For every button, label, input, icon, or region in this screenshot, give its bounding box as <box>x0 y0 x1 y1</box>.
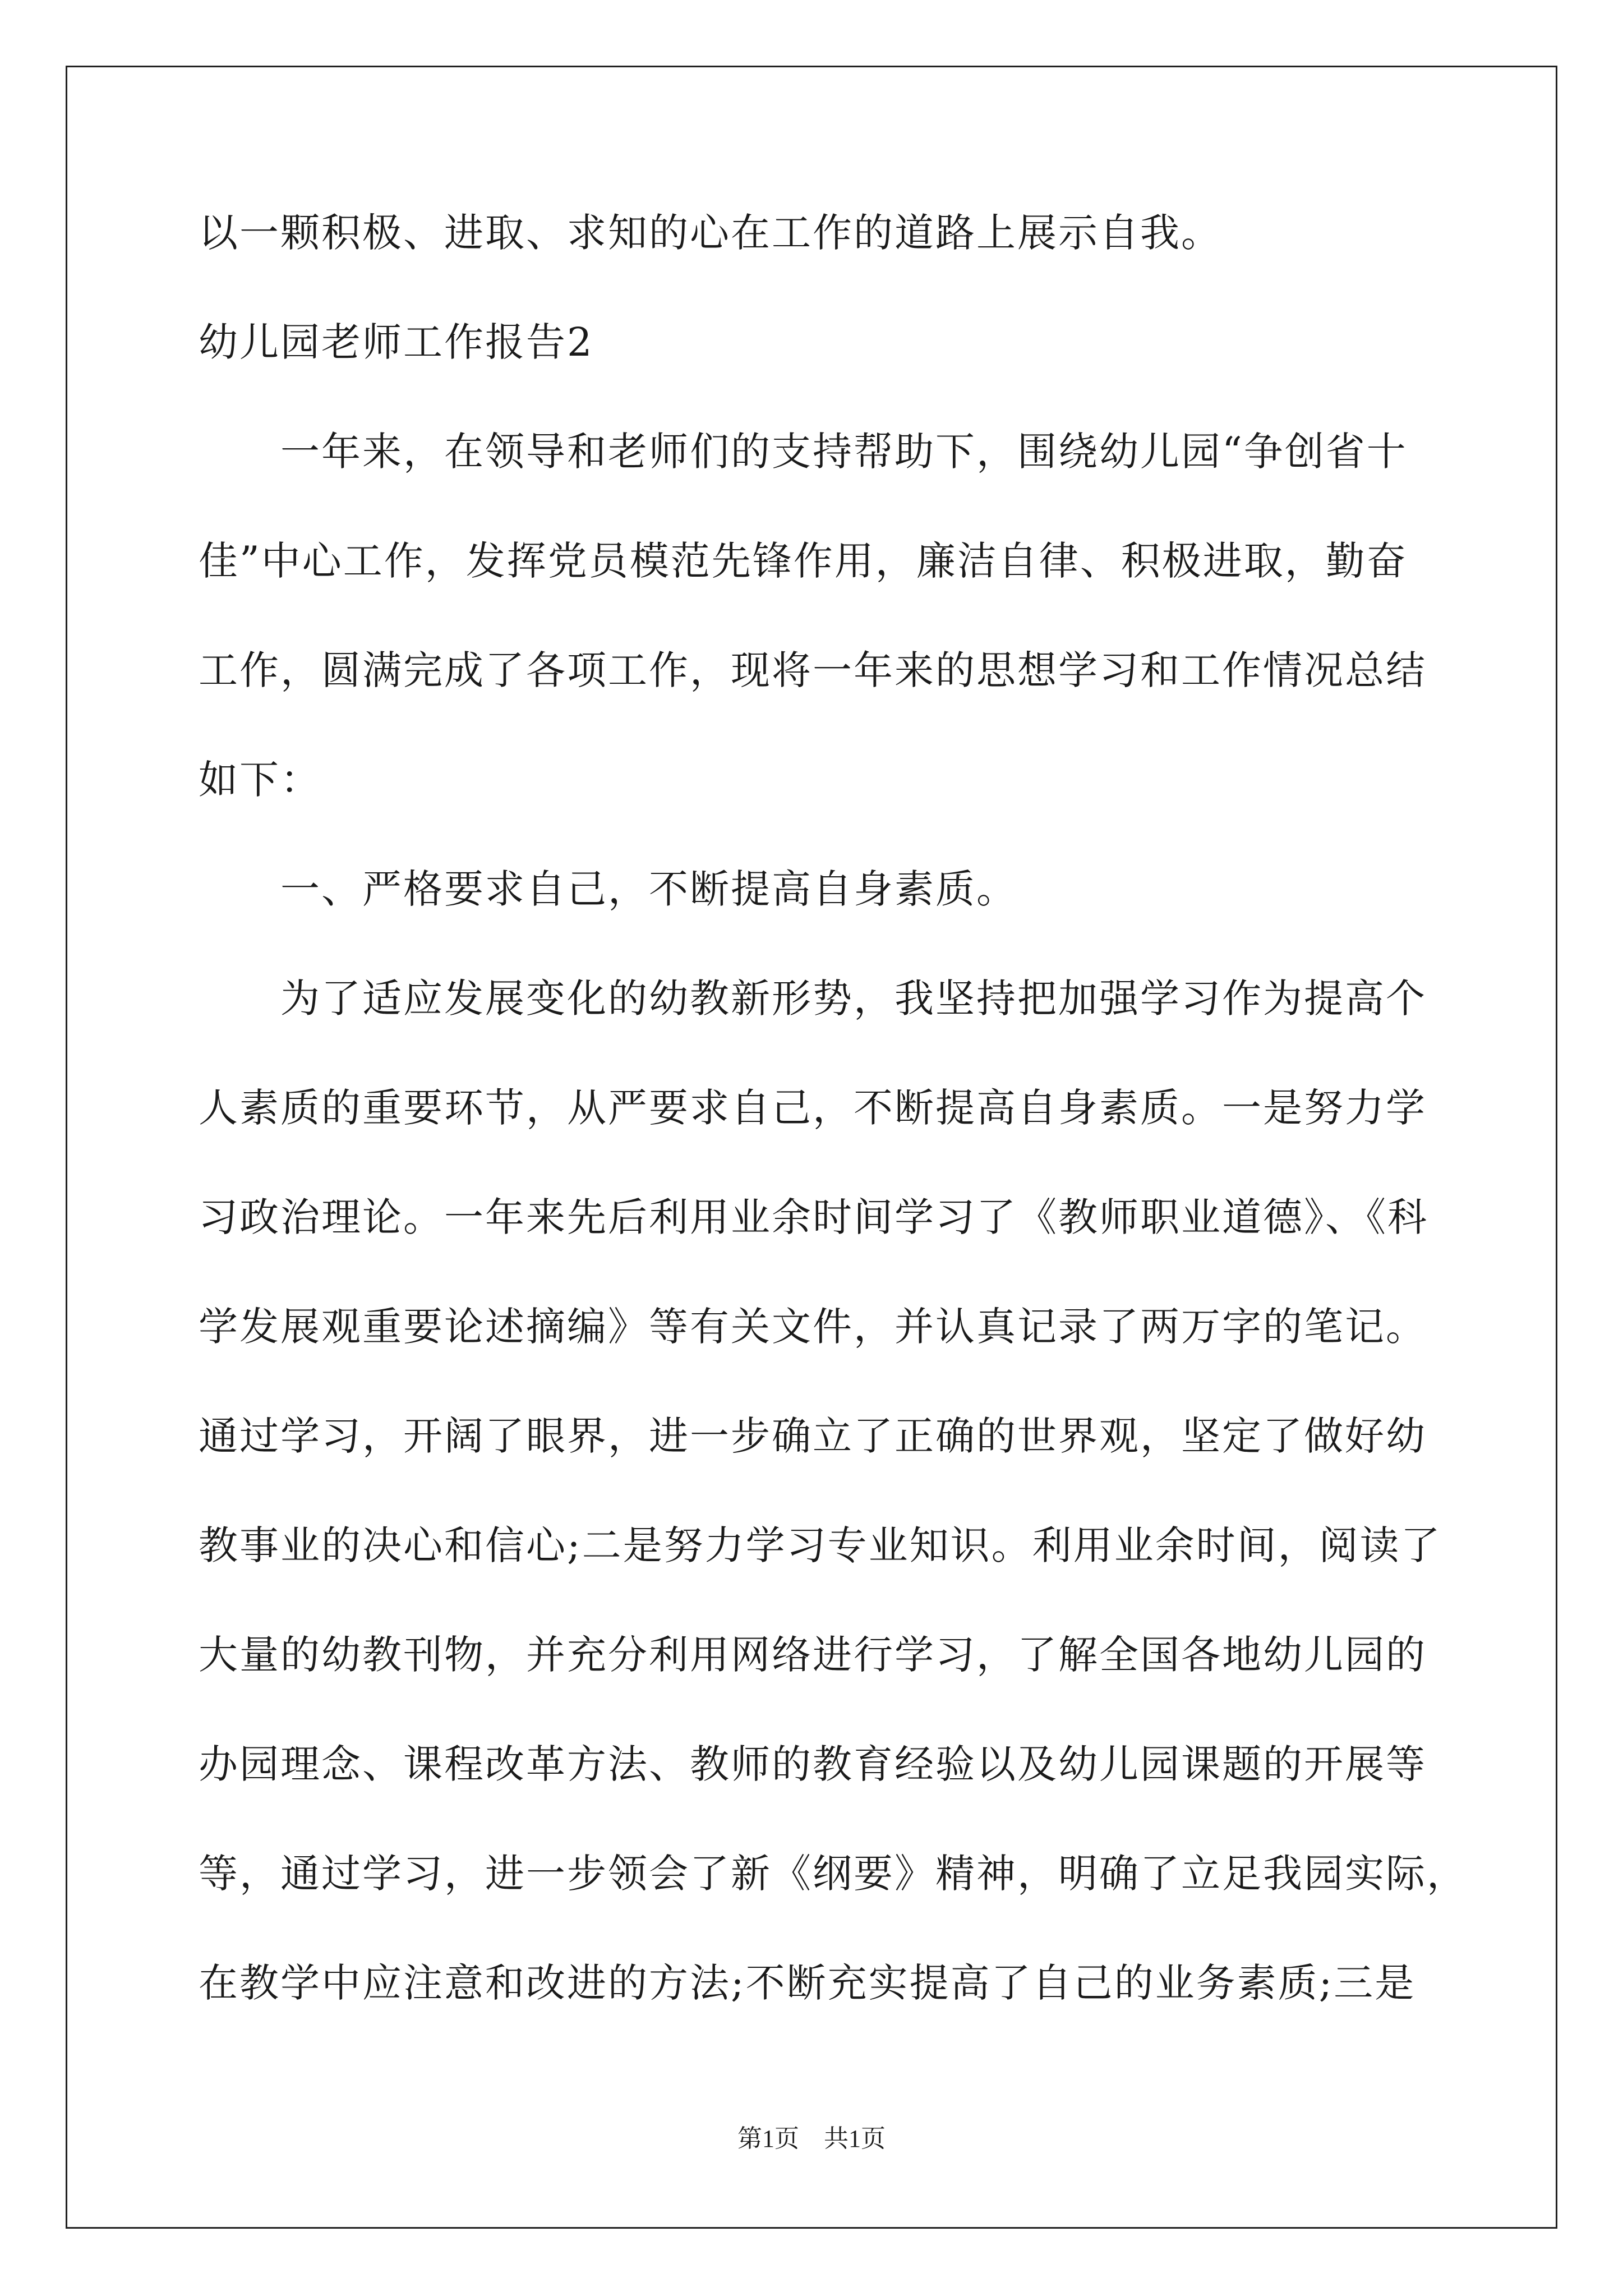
text-line: 为了适应发展变化的幼教新形势，我坚持把加强学习作为提高个 <box>280 976 1427 1022</box>
text-line: 习政治理论。一年来先后利用业余时间学习了《教师职业道德》、《科 <box>199 1194 1428 1240</box>
text-line: 教事业的决心和信心;二是努力学习专业知识。利用业余时间，阅读了 <box>199 1522 1442 1568</box>
text-line: 佳”中心工作，发挥党员模范先锋作用，廉洁自律、积极进取，勤奋 <box>199 538 1408 584</box>
text-line: 在教学中应注意和改进的方法;不断充实提高了自己的业务素质;三是 <box>199 1960 1416 2006</box>
text-line: 以一颗积极、进取、求知的心在工作的道路上展示自我。 <box>199 210 1222 256</box>
text-line: 人素质的重要环节，从严要求自己，不断提高自身素质。一是努力学 <box>199 1085 1427 1131</box>
document-body <box>199 210 1468 2073</box>
text-line: 如下： <box>199 757 321 803</box>
text-line: 等，通过学习，进一步领会了新《纲要》精神，明确了立足我园实际， <box>199 1851 1468 1897</box>
text-line: 一年来，在领导和老师们的支持帮助下，围绕幼儿园“争创省十 <box>280 429 1408 475</box>
text-line: 通过学习，开阔了眼界，进一步确立了正确的世界观，坚定了做好幼 <box>199 1413 1427 1459</box>
text-line: 学发展观重要论述摘编》等有关文件，并认真记录了两万字的笔记。 <box>199 1304 1427 1350</box>
page-footer: 第1页 共1页 <box>737 2125 886 2152</box>
text-line: 一、严格要求自己，不断提高自身素质。 <box>280 866 1017 912</box>
section-heading: 幼儿园老师工作报告2 <box>199 319 594 365</box>
text-line: 办园理念、课程改革方法、教师的教育经验以及幼儿园课题的开展等 <box>199 1741 1427 1787</box>
text-line: 工作，圆满完成了各项工作，现将一年来的思想学习和工作情况总结 <box>199 647 1427 693</box>
text-line: 大量的幼教刊物，并充分利用网络进行学习，了解全国各地幼儿园的 <box>199 1632 1427 1678</box>
